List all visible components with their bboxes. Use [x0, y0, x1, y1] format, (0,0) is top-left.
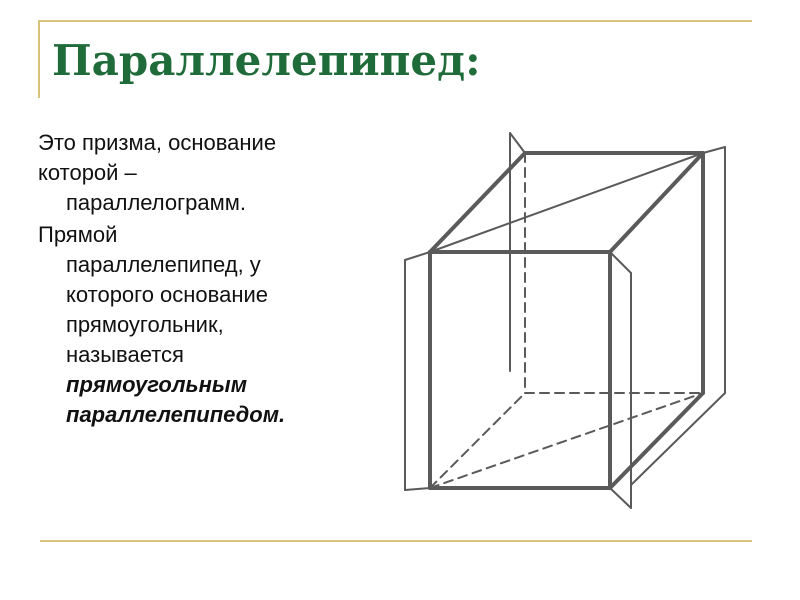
front-face — [430, 252, 610, 488]
slide-title: Параллелепипед: — [52, 36, 481, 85]
rect-line-5: называется — [66, 342, 184, 367]
rect-line-2: параллелепипед, у — [66, 252, 261, 277]
bottom-rule — [40, 540, 752, 542]
diagonal-section-plane — [405, 133, 725, 508]
parallelepiped-drawing — [395, 125, 735, 515]
top-diagonal — [430, 153, 703, 252]
definition-line-3: параллелограмм. — [66, 190, 246, 215]
left-rule — [38, 20, 40, 98]
parallelepiped-figure — [395, 125, 735, 515]
rect-line-1: Прямой — [38, 222, 118, 247]
definition-paragraph — [38, 128, 368, 218]
rect-line-3: которого основание — [66, 282, 269, 307]
rect-line-4: прямоугольник, — [66, 312, 224, 337]
rect-term-line-1: прямоугольным — [66, 372, 247, 397]
rect-term-line-2: параллелепипедом. — [66, 402, 286, 427]
rectangular-paragraph — [38, 220, 368, 430]
definition-line-1: Это призма, основание — [38, 130, 277, 155]
definition-line-2: которой – — [38, 160, 137, 185]
top-rule — [38, 20, 752, 22]
definition-text — [38, 128, 368, 430]
